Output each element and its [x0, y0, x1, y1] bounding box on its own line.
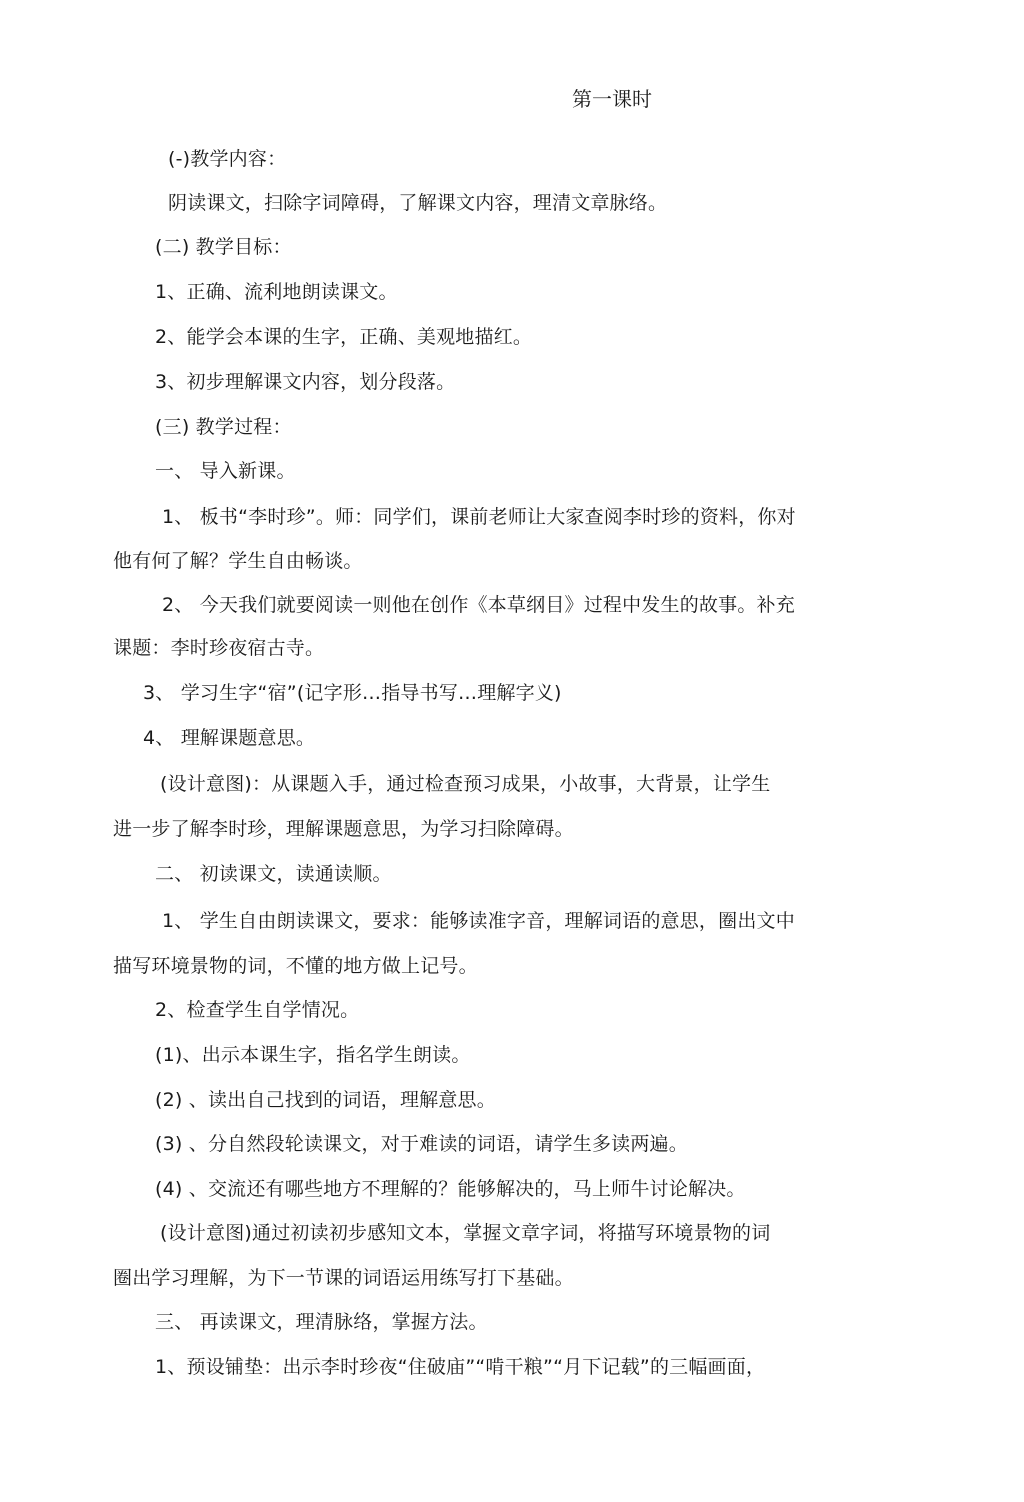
text-line: (-)教学内容： [168, 148, 287, 170]
text-line: (4) 、交流还有哪些地方不理解的？能够解决的，马上师牛讨论解决。 [155, 1178, 746, 1200]
text-line: 4、 理解课题意思。 [143, 727, 316, 749]
text-line: 二、 初读课文，读通读顺。 [155, 863, 392, 885]
text-line: 课题：李时珍夜宿古寺。 [113, 637, 325, 659]
text-line: 三、 再读课文，理清脉络，掌握方法。 [155, 1311, 488, 1333]
text-line: 2、 今天我们就要阅读一则他在创作《本草纲目》过程中发生的故事。补充 [162, 594, 795, 616]
text-line: 3、初步理解课文内容，划分段落。 [155, 371, 456, 393]
text-line: (三) 教学过程： [155, 416, 292, 438]
text-line: 1、 板书“李时珍”。师：同学们，课前老师让大家查阅李时珍的资料，你对 [162, 506, 796, 528]
text-line: 2、检查学生自学情况。 [155, 999, 360, 1021]
text-line: 一、 导入新课。 [155, 460, 296, 482]
text-line: 2、能学会本课的生字，正确、美观地描红。 [155, 326, 533, 348]
text-line: 圈出学习理解，为下一节课的词语运用练写打下基础。 [113, 1267, 574, 1289]
text-line: (1)、出示本课生字，指名学生朗读。 [155, 1044, 471, 1066]
text-line: (3) 、分自然段轮读课文，对于难读的词语，请学生多读两遍。 [155, 1133, 688, 1155]
text-line: (设计意图)通过初读初步感知文本，掌握文章字词，将描写环境景物的词 [160, 1222, 771, 1244]
text-line: 阴读课文，扫除字词障碍，了解课文内容，理清文章脉络。 [168, 192, 668, 214]
text-line: 描写环境景物的词，不懂的地方做上记号。 [113, 955, 478, 977]
text-line: 1、 学生自由朗读课文，要求：能够读准字音，理解词语的意思，圈出文中 [162, 910, 795, 932]
text-line: 3、 学习生字“宿”(记字形…指导书写…理解字义) [143, 682, 562, 704]
page-title: 第一课时 [572, 87, 652, 111]
text-line: 他有何了解？学生自由畅谈。 [113, 550, 363, 572]
text-line: (二) 教学目标： [155, 236, 292, 258]
text-line: 1、正确、流利地朗读课文。 [155, 281, 398, 303]
text-line: 进一步了解李时珍，理解课题意思，为学习扫除障碍。 [113, 818, 574, 840]
text-line: 1、预设铺垫：出示李时珍夜“住破庙”“啃干粮”“月下记载”的三幅画面， [155, 1356, 766, 1378]
text-line: (2) 、读出自己找到的词语，理解意思。 [155, 1089, 496, 1111]
text-line: (设计意图)：从课题入手，通过检查预习成果，小故事，大背景，让学生 [160, 773, 771, 795]
